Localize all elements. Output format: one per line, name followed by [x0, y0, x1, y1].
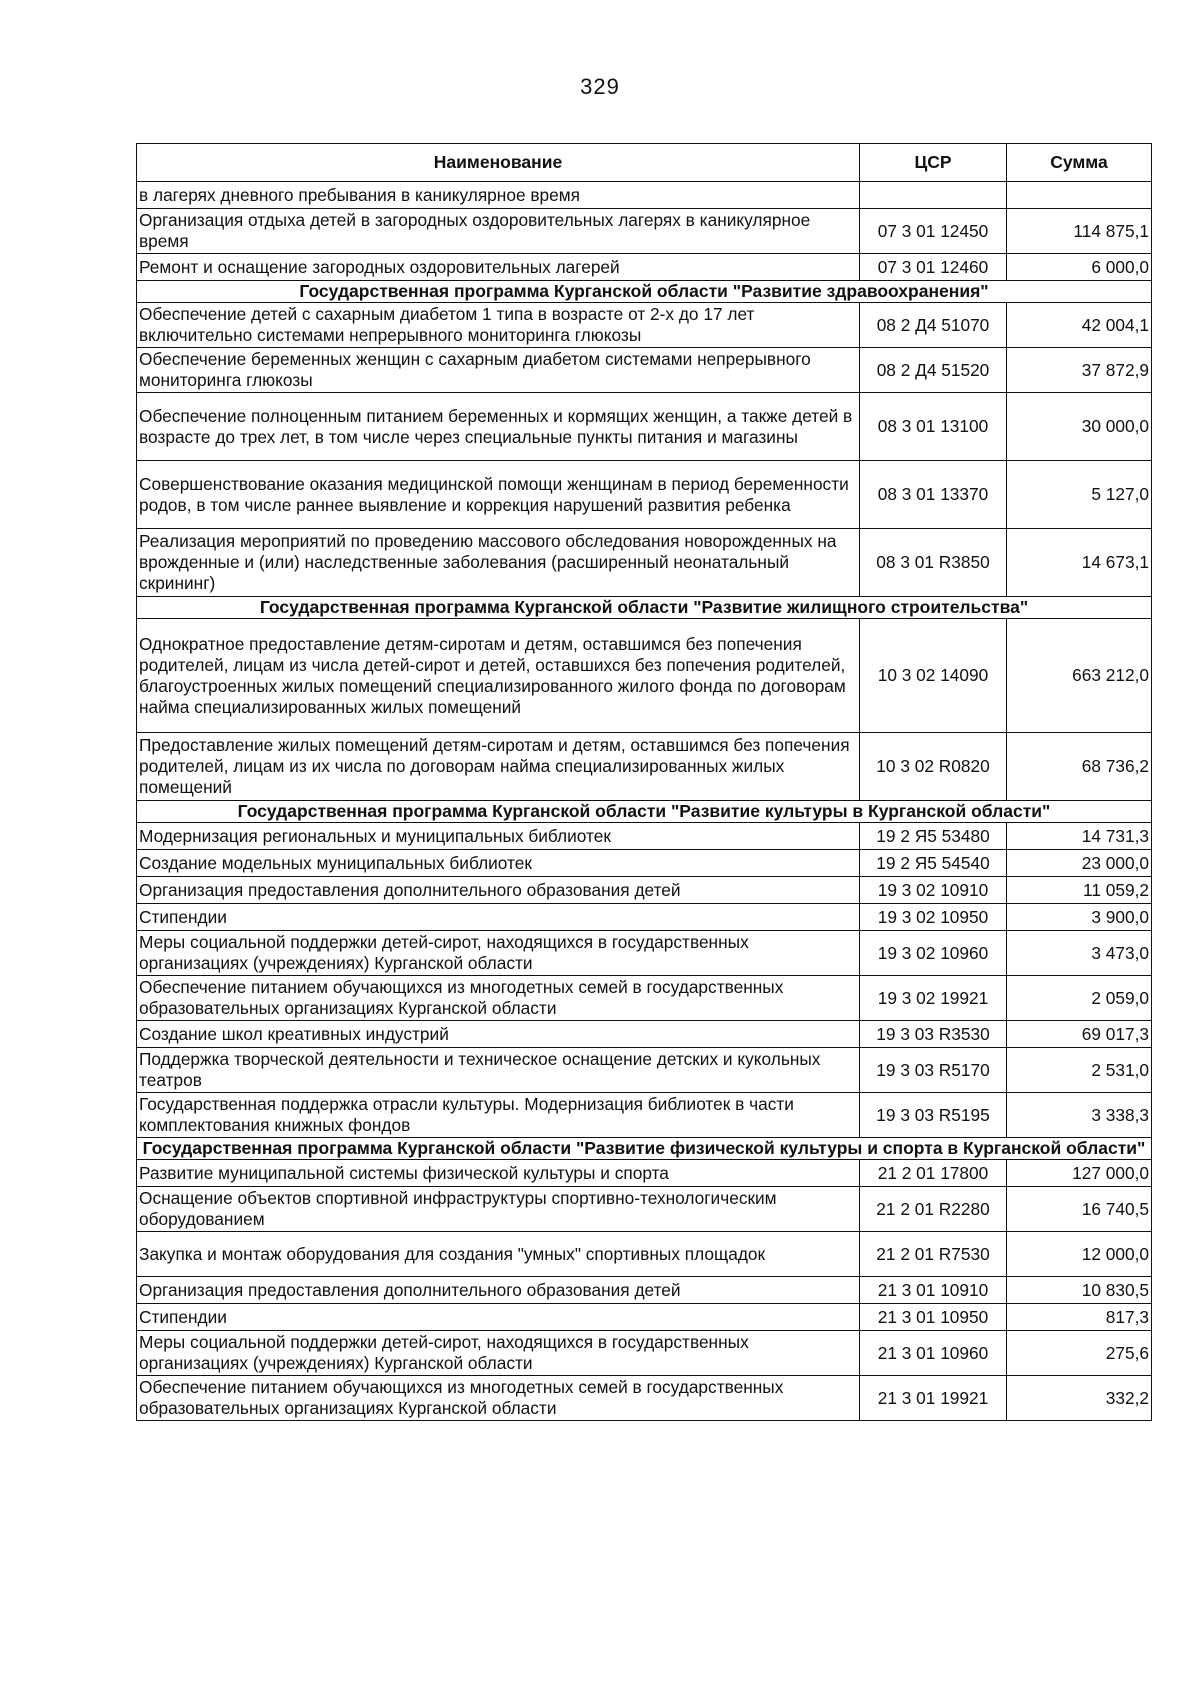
csr-cell — [860, 182, 1007, 209]
sum-cell: 275,6 — [1007, 1331, 1152, 1376]
sum-cell: 68 736,2 — [1007, 733, 1152, 801]
program-header-row — [137, 1138, 1152, 1160]
sum-cell: 14 673,1 — [1007, 529, 1152, 597]
csr-cell: 21 2 01 R2280 — [860, 1187, 1007, 1232]
sum-cell: 2 059,0 — [1007, 976, 1152, 1021]
csr-cell: 21 3 01 10910 — [860, 1277, 1007, 1304]
csr-cell: 08 2 Д4 51520 — [860, 348, 1007, 393]
csr-cell: 21 3 01 10960 — [860, 1331, 1007, 1376]
header-csr: ЦСР — [860, 144, 1007, 182]
table-row — [137, 904, 1152, 931]
table-row — [137, 348, 1152, 393]
name-cell: Создание модельных муниципальных библиотек — [137, 850, 860, 877]
sum-cell: 23 000,0 — [1007, 850, 1152, 877]
csr-cell: 21 2 01 R7530 — [860, 1232, 1007, 1277]
csr-cell: 08 3 01 13370 — [860, 461, 1007, 529]
sum-cell: 10 830,5 — [1007, 1277, 1152, 1304]
sum-cell: 14 731,3 — [1007, 823, 1152, 850]
table-row — [137, 850, 1152, 877]
page-number: 329 — [580, 74, 620, 99]
program-title: Государственная программа Курганской области "Развитие жилищного строительства" — [137, 597, 1152, 619]
sum-cell — [1007, 182, 1152, 209]
name-cell: Однократное предоставление детям-сиротам и детям, оставшимся без попечения родителей, лицам из числа детей-сирот и детей, оставшихся без попечения родителей, благоустроенных жилых помещений специализированного жилого фонда по договорам найма специализированных жилых помещений — [137, 619, 860, 733]
name-cell: Поддержка творческой деятельности и техническое оснащение детских и кукольных театров — [137, 1048, 860, 1093]
name-cell: Ремонт и оснащение загородных оздоровительных лагерей — [137, 254, 860, 281]
csr-cell: 21 2 01 17800 — [860, 1160, 1007, 1187]
table-row — [137, 1160, 1152, 1187]
name-cell: в лагерях дневного пребывания в каникулярное время — [137, 182, 860, 209]
csr-cell: 19 3 03 R5195 — [860, 1093, 1007, 1138]
table-row — [137, 461, 1152, 529]
table-row — [137, 254, 1152, 281]
program-header-row — [137, 597, 1152, 619]
header-sum: Сумма — [1007, 144, 1152, 182]
table-row — [137, 931, 1152, 976]
sum-cell: 69 017,3 — [1007, 1021, 1152, 1048]
name-cell: Стипендии — [137, 1304, 860, 1331]
csr-cell: 19 3 02 19921 — [860, 976, 1007, 1021]
table-row — [137, 209, 1152, 254]
csr-cell: 10 3 02 14090 — [860, 619, 1007, 733]
program-title: Государственная программа Курганской области "Развитие здравоохранения" — [137, 281, 1152, 303]
name-cell: Модернизация региональных и муниципальных библиотек — [137, 823, 860, 850]
sum-cell: 5 127,0 — [1007, 461, 1152, 529]
table-row — [137, 182, 1152, 209]
table-row — [137, 1277, 1152, 1304]
name-cell: Стипендии — [137, 904, 860, 931]
name-cell: Обеспечение беременных женщин с сахарным диабетом системами непрерывного мониторинга глюкозы — [137, 348, 860, 393]
csr-cell: 19 3 03 R5170 — [860, 1048, 1007, 1093]
csr-cell: 19 2 Я5 53480 — [860, 823, 1007, 850]
name-cell: Закупка и монтаж оборудования для создания "умных" спортивных площадок — [137, 1232, 860, 1277]
name-cell: Реализация мероприятий по проведению массового обследования новорожденных на врожденные и (или) наследственные заболевания (расширенный неонатальный скрининг) — [137, 529, 860, 597]
table-row — [137, 1232, 1152, 1277]
name-cell: Развитие муниципальной системы физической культуры и спорта — [137, 1160, 860, 1187]
name-cell: Обеспечение полноценным питанием беременных и кормящих женщин, а также детей в возрасте до трех лет, в том числе через специальные пункты питания и магазины — [137, 393, 860, 461]
table-row — [137, 1187, 1152, 1232]
table-row — [137, 619, 1152, 733]
program-header-row — [137, 801, 1152, 823]
sum-cell: 127 000,0 — [1007, 1160, 1152, 1187]
name-cell: Обеспечение питанием обучающихся из многодетных семей в государственных образовательных организациях Курганской области — [137, 1376, 860, 1421]
csr-cell: 08 3 01 R3850 — [860, 529, 1007, 597]
csr-cell: 19 3 02 10950 — [860, 904, 1007, 931]
name-cell: Обеспечение питанием обучающихся из многодетных семей в государственных образовательных организациях Курганской области — [137, 976, 860, 1021]
table-row — [137, 1093, 1152, 1138]
name-cell: Меры социальной поддержки детей-сирот, находящихся в государственных организациях (учреждениях) Курганской области — [137, 931, 860, 976]
table-row — [137, 1331, 1152, 1376]
name-cell: Организация предоставления дополнительного образования детей — [137, 1277, 860, 1304]
name-cell: Организация отдыха детей в загородных оздоровительных лагерях в каникулярное время — [137, 209, 860, 254]
csr-cell: 07 3 01 12450 — [860, 209, 1007, 254]
sum-cell: 663 212,0 — [1007, 619, 1152, 733]
csr-cell: 19 3 02 10960 — [860, 931, 1007, 976]
table-row — [137, 393, 1152, 461]
csr-cell: 10 3 02 R0820 — [860, 733, 1007, 801]
program-header-row — [137, 281, 1152, 303]
name-cell: Совершенствование оказания медицинской помощи женщинам в период беременности родов, в том числе раннее выявление и коррекция нарушений развития ребенка — [137, 461, 860, 529]
program-title: Государственная программа Курганской области "Развитие физической культуры и спорта в Курганской области" — [137, 1138, 1152, 1160]
sum-cell: 2 531,0 — [1007, 1048, 1152, 1093]
table-row — [137, 303, 1152, 348]
table-row — [137, 1304, 1152, 1331]
sum-cell: 37 872,9 — [1007, 348, 1152, 393]
name-cell: Меры социальной поддержки детей-сирот, находящихся в государственных организациях (учреждениях) Курганской области — [137, 1331, 860, 1376]
sum-cell: 332,2 — [1007, 1376, 1152, 1421]
table-row — [137, 877, 1152, 904]
table-row — [137, 529, 1152, 597]
table-row — [137, 733, 1152, 801]
csr-cell: 21 3 01 10950 — [860, 1304, 1007, 1331]
header-name: Наименование — [137, 144, 860, 182]
sum-cell: 3 900,0 — [1007, 904, 1152, 931]
sum-cell: 11 059,2 — [1007, 877, 1152, 904]
sum-cell: 3 338,3 — [1007, 1093, 1152, 1138]
table-row — [137, 823, 1152, 850]
name-cell: Оснащение объектов спортивной инфраструктуры спортивно-технологическим оборудованием — [137, 1187, 860, 1232]
table-row — [137, 1021, 1152, 1048]
name-cell: Предоставление жилых помещений детям-сиротам и детям, оставшимся без попечения родителей, лицам из их числа по договорам найма специализированных жилых помещений — [137, 733, 860, 801]
table-row — [137, 1376, 1152, 1421]
csr-cell: 08 3 01 13100 — [860, 393, 1007, 461]
csr-cell: 21 3 01 19921 — [860, 1376, 1007, 1421]
name-cell: Создание школ креативных индустрий — [137, 1021, 860, 1048]
budget-table — [136, 143, 1152, 1421]
program-title: Государственная программа Курганской области "Развитие культуры в Курганской области" — [137, 801, 1152, 823]
sum-cell: 6 000,0 — [1007, 254, 1152, 281]
csr-cell: 19 3 03 R3530 — [860, 1021, 1007, 1048]
sum-cell: 817,3 — [1007, 1304, 1152, 1331]
sum-cell: 12 000,0 — [1007, 1232, 1152, 1277]
sum-cell: 16 740,5 — [1007, 1187, 1152, 1232]
table-header-row — [137, 144, 1152, 182]
table-row — [137, 1048, 1152, 1093]
csr-cell: 19 3 02 10910 — [860, 877, 1007, 904]
table-body — [137, 182, 1152, 1421]
sum-cell: 30 000,0 — [1007, 393, 1152, 461]
csr-cell: 07 3 01 12460 — [860, 254, 1007, 281]
csr-cell: 19 2 Я5 54540 — [860, 850, 1007, 877]
sum-cell: 114 875,1 — [1007, 209, 1152, 254]
name-cell: Организация предоставления дополнительного образования детей — [137, 877, 860, 904]
name-cell: Обеспечение детей с сахарным диабетом 1 типа в возрасте от 2-х до 17 лет включительно системами непрерывного мониторинга глюкозы — [137, 303, 860, 348]
name-cell: Государственная поддержка отрасли культуры. Модернизация библиотек в части комплектования книжных фондов — [137, 1093, 860, 1138]
table-row — [137, 976, 1152, 1021]
csr-cell: 08 2 Д4 51070 — [860, 303, 1007, 348]
sum-cell: 3 473,0 — [1007, 931, 1152, 976]
sum-cell: 42 004,1 — [1007, 303, 1152, 348]
